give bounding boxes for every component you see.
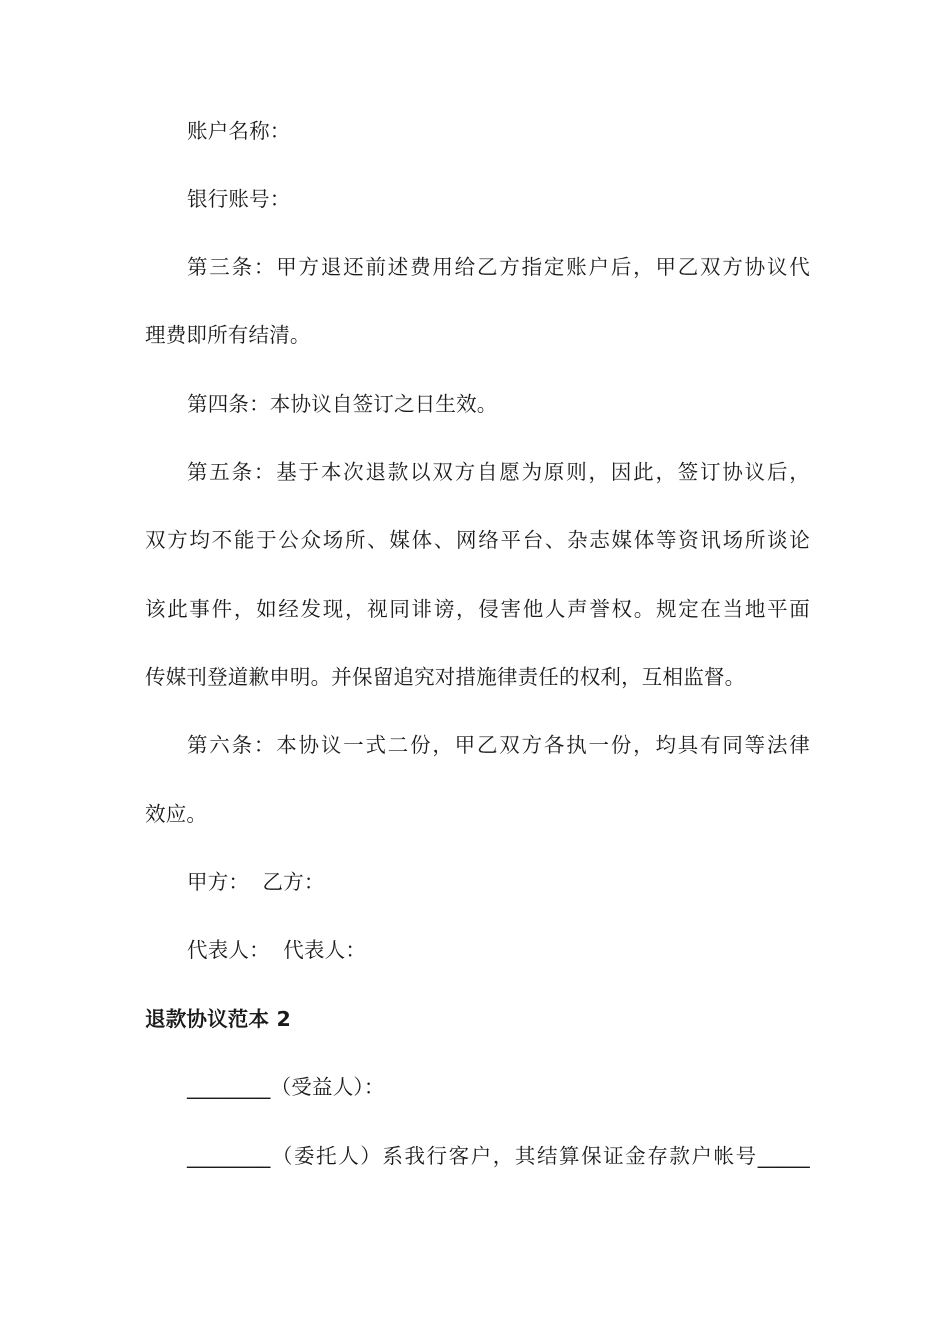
article-6-line-1: 第六条：本协议一式二份，甲乙双方各执一份，均具有同等法律 (187, 733, 810, 757)
beneficiary-line: ________（受益人）： (187, 1075, 385, 1099)
article-5-line-4: 传媒刊登道歉申明。并保留追究对措施律责任的权利，互相监督。 (145, 665, 746, 689)
article-3-line-1: 第三条：甲方退还前述费用给乙方指定账户后，甲乙双方协议代 (187, 255, 810, 279)
bank-account-label: 银行账号： (187, 187, 291, 211)
article-5-line-2: 双方均不能于公众场所、媒体、网络平台、杂志媒体等资讯场所谈论 (145, 528, 810, 552)
client-line: ________（委托人）系我行客户，其结算保证金存款户帐号_____ (187, 1144, 810, 1168)
article-6-line-2: 效应。 (145, 802, 208, 826)
article-4: 第四条：本协议自签订之日生效。 (187, 392, 498, 416)
article-5-line-1: 第五条：基于本次退款以双方自愿为原则，因此，签订协议后， (187, 460, 810, 484)
parties-line: 甲方： 乙方： (187, 870, 325, 894)
section-2-title: 退款协议范本 2 (145, 1007, 292, 1031)
article-3-line-2: 理费即所有结清。 (145, 323, 311, 347)
account-name-label: 账户名称： (187, 119, 291, 143)
representatives-line: 代表人： 代表人： (187, 938, 367, 962)
article-5-line-3: 该此事件，如经发现，视同诽谤，侵害他人声誉权。规定在当地平面 (145, 597, 810, 621)
